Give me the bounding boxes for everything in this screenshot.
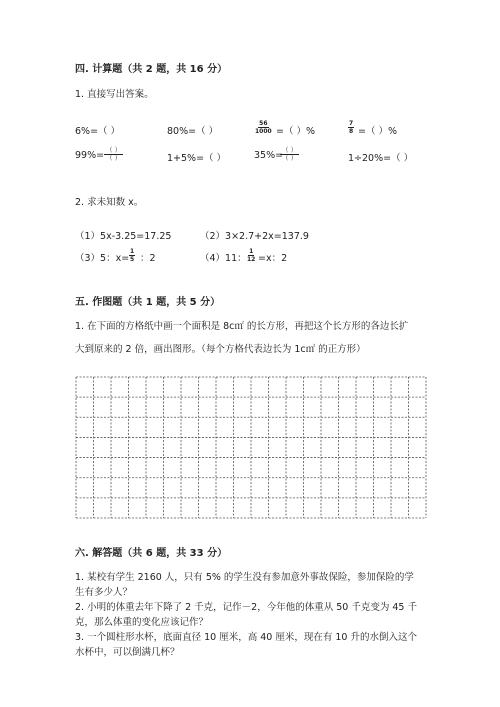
section5-title: 五. 作图题（共 1 题，共 5 分） <box>75 297 221 308</box>
calc-item-8: 1÷20%=（ ） <box>348 153 414 164</box>
fraction-numerator: （ ） <box>282 146 298 154</box>
question-2-prompt: 2. 求未知数 x。 <box>75 197 144 208</box>
calc-item-2: 80%=（ ） <box>167 126 219 137</box>
answer-question-line: 克，那么体重的变化应该记作？ <box>75 617 209 628</box>
fraction-denominator: 1000 <box>255 128 272 135</box>
answer-question-line: 1. 某校有学生 2160 人，只有 5% 的学生没有参加意外事故保险，参加保险的学 <box>75 572 414 583</box>
fraction-numerator: 1 <box>130 248 135 255</box>
fraction-denominator: 8 <box>349 128 354 135</box>
blank-fraction <box>280 147 299 161</box>
blank-fraction <box>104 147 123 161</box>
calc-item-6: 1+5%=（ ） <box>167 153 227 164</box>
drawing-question-line-2: 大到原来的 2 倍，画出图形。（每个方格代表边长为 1c㎡ 的正方形） <box>75 344 366 355</box>
equation-4-prefix: （4）11： <box>200 253 247 264</box>
fraction-numerator: 1 <box>249 248 254 255</box>
fraction-denominator: 12 <box>247 256 256 263</box>
fraction-denominator: 5 <box>130 256 135 263</box>
answer-question-line: 2. 小明的体重去年下降了 2 千克，记作－2，今年他的体重从 50 千克变为 45 千 <box>75 602 417 613</box>
fraction-1-12 <box>246 248 256 263</box>
equation-2: （2）3×2.7+2x=137.9 <box>200 231 309 242</box>
question-1-prompt: 1. 直接写出答案。 <box>75 89 154 100</box>
calc-item-7-prefix: 35%= <box>254 150 284 161</box>
fraction-denominator: （ ） <box>282 153 298 162</box>
fraction-numerator: 56 <box>259 120 268 127</box>
calc-item-1: 6%=（ ） <box>75 126 121 137</box>
equation-3-suffix: ：2 <box>140 253 156 264</box>
fraction-denominator: （ ） <box>106 153 122 162</box>
fraction-numerator: （ ） <box>106 146 122 154</box>
answer-question-line: 生有多少人？ <box>75 587 133 598</box>
calc-item-3-answer: =（ ）% <box>276 126 316 137</box>
calc-item-5-prefix: 99%= <box>75 150 105 161</box>
fraction-numerator: 7 <box>349 120 354 127</box>
section6-title: 六. 解答题（共 6 题，共 33 分） <box>75 548 228 559</box>
equation-4-suffix: =x：2 <box>258 253 288 264</box>
fraction-56-1000 <box>254 120 273 135</box>
drawing-question-line-1: 1. 在下面的方格纸中画一个面积是 8c㎡ 的长方形，再把这个长方形的各边长扩 <box>75 321 409 332</box>
answer-question-line: 3. 一个圆柱形水杯，底面直径 10 厘米，高 40 厘米，现在有 10 升的水倒入这个 <box>75 632 417 643</box>
section4-title: 四. 计算题（共 2 题，共 16 分） <box>75 64 228 75</box>
equation-3-prefix: （3）5：x= <box>75 253 130 264</box>
square-grid-paper[interactable] <box>75 376 427 519</box>
equation-1: （1）5x-3.25=17.25 <box>75 231 172 242</box>
calc-item-4-answer: =（ ）% <box>358 126 398 137</box>
fraction-7-8 <box>348 120 354 135</box>
fraction-1-5 <box>129 248 135 263</box>
answer-question-line: 水杯中，可以倒满几杯？ <box>75 647 180 658</box>
